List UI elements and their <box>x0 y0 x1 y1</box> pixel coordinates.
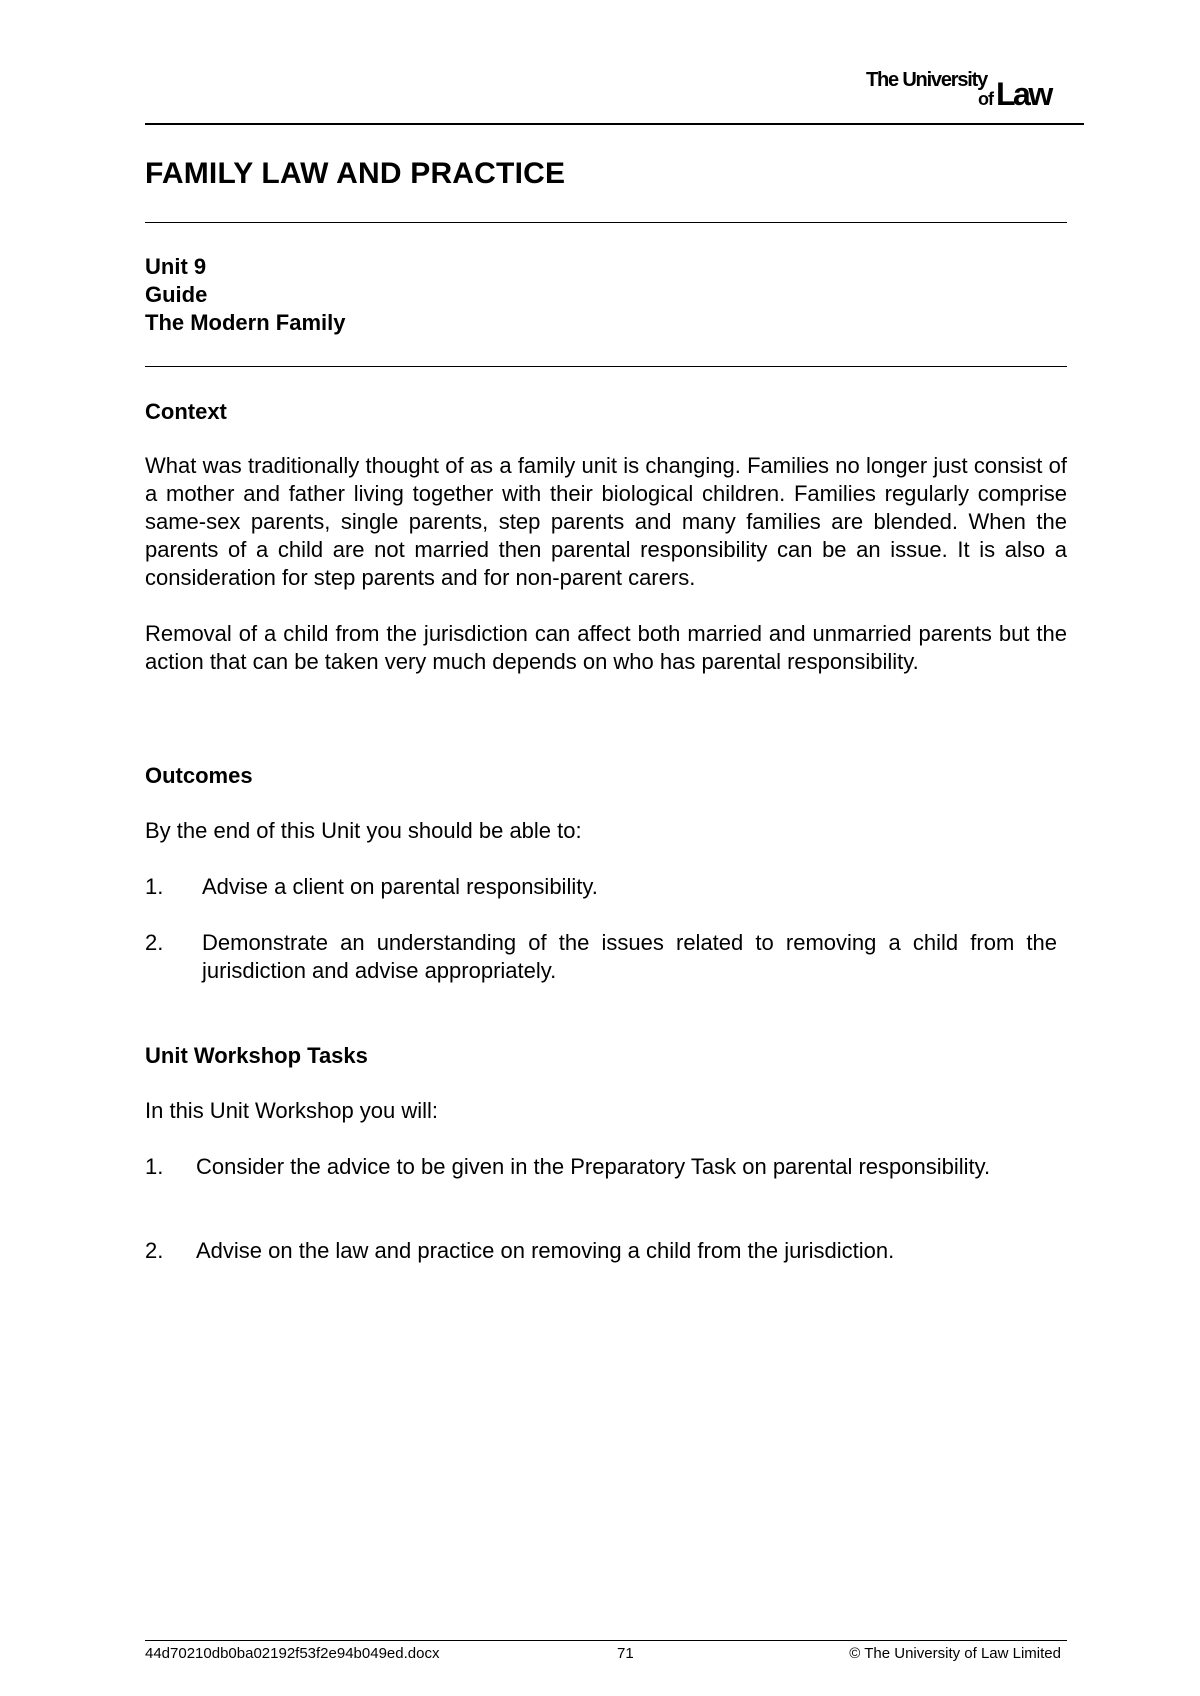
outcomes-heading: Outcomes <box>145 763 253 788</box>
context-paragraph: What was traditionally thought of as a family unit is changing. Families no longer just consist of a mother and father living together with their biological children. Families regularly comprise same-sex parents, single parents, step parents and many families are blended. When the parents of a child are not married then parental responsibility can be an issue. It is also a consideration for step parents and for non-parent carers. <box>145 453 1067 590</box>
footer-filename: 44d70210db0ba02192f53f2e94b049ed.docx <box>145 1645 440 1662</box>
outcome-item <box>145 929 1057 985</box>
document-title: FAMILY LAW AND PRACTICE <box>145 157 566 190</box>
list-text: Consider the advice to be given in the Preparatory Task on parental responsibility. <box>196 1154 991 1179</box>
tasks-heading: Unit Workshop Tasks <box>145 1043 368 1068</box>
outcomes-intro: By the end of this Unit you should be able to: <box>145 818 582 843</box>
unit-info <box>145 253 345 337</box>
list-number: 1. <box>145 874 164 899</box>
header-divider <box>145 123 1084 125</box>
list-text: Advise a client on parental responsibility. <box>202 874 598 899</box>
footer-page-number: 71 <box>617 1645 634 1662</box>
task-item <box>145 1153 1067 1181</box>
footer-copyright: © The University of Law Limited <box>849 1645 1061 1662</box>
footer-divider <box>145 1640 1067 1641</box>
university-of-law-logo <box>866 70 1076 110</box>
list-text: Advise on the law and practice on removing a child from the jurisdiction. <box>196 1238 895 1263</box>
list-number: 2. <box>145 930 164 955</box>
unit-name: The Modern Family <box>145 310 346 335</box>
page-footer <box>145 1644 1067 1664</box>
list-number: 1. <box>145 1154 164 1179</box>
context-paragraph: Removal of a child from the jurisdiction can affect both married and unmarried parents but the action that can be taken very much depends on who has parental responsibility. <box>145 621 1067 674</box>
task-item <box>145 1237 1067 1265</box>
context-heading: Context <box>145 399 227 424</box>
list-number: 2. <box>145 1238 164 1263</box>
logo-line1: The University <box>866 69 988 91</box>
list-text: Demonstrate an understanding of the issues related to removing a child from the jurisdiction and advise appropriately. <box>202 930 1057 983</box>
logo-of: of <box>978 89 993 109</box>
unit-divider <box>145 366 1067 367</box>
unit-number: Unit 9 <box>145 254 207 279</box>
unit-type: Guide <box>145 282 208 307</box>
outcome-item <box>145 873 1067 901</box>
logo-law: Law <box>996 76 1051 112</box>
tasks-intro: In this Unit Workshop you will: <box>145 1098 439 1123</box>
title-divider <box>145 222 1067 223</box>
